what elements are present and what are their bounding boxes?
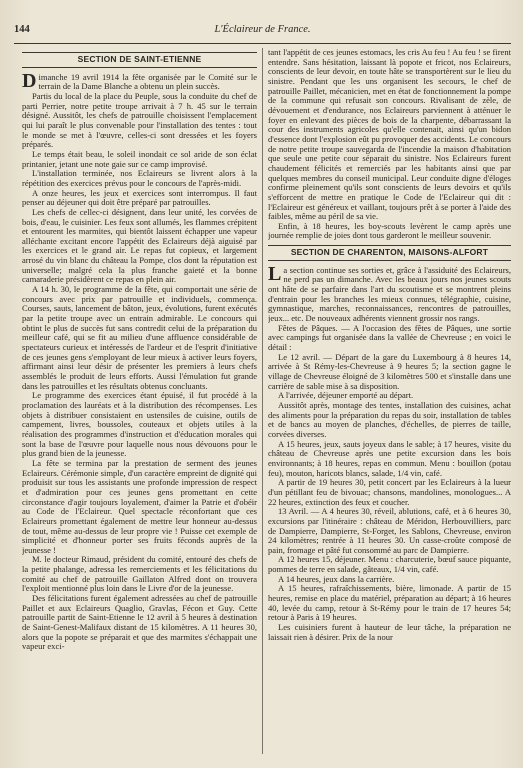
running-title: L'Éclaireur de France. — [214, 24, 311, 35]
drop-cap: L — [268, 262, 282, 285]
paragraph: Le programme des exercices étant épuisé, il fut procédé à la proclamation des lauréats et à la distribution des récompenses. Les objets à distribuer consistaient en ustensiles de cuisine, outils de campement, livres, boussoles, couteaux et objets utiles à la réalisation des programmes d'instruction et d'éducation morales qui sont la base de l'œuvre pour laquelle nous nous dévouons pour le plus grand bien de la jeunesse. — [22, 390, 257, 459]
section-heading-saint-etienne: SECTION DE SAINT-ETIENNE — [22, 52, 257, 68]
paragraph: Fêtes de Pâques. — A l'occasion des fêtes de Pâques, une sortie avec campings fut organisée dans la vallée de Chevreuse ; en voici le détail : — [268, 322, 511, 353]
paragraph: Enfin, à 18 heures, les boy-scouts levèrent le camp après une journée remplie de joies dont tous garderont le meilleur souvenir. — [268, 220, 511, 241]
paragraph: M. le docteur Rimaud, président du comité, entouré des chefs de la petite phalange, adressa les remerciements et les félicitations du comité au chef de patrouille Gaillaton Alfred dont on trouvera l'exploit mentionné plus loin dans le Livre d'or de la jeunesse. — [22, 554, 257, 594]
paragraph: Le 12 avril. — Départ de la gare du Luxembourg à 8 heures 14, arrivée à St Rémy-les-Chevreuse à 9 heures 5; la section gagne le village de Chevreuse éloigné de 3 kilomètres 500 et s'installe dans une carrière de sable mise à sa disposition. — [268, 351, 511, 391]
section-heading-charenton: SECTION DE CHARENTON, MAISONS-ALFORT — [268, 245, 511, 261]
paragraph: A 15 heures, jeux, sauts joyeux dans le sable; à 17 heures, visite du château de Chevreuse après une petite excursion dans les bois environnants; à 18 heures, repas en commun. Menu : bouillon (potau feu), mouton, haricots blancs, salade, 1/4 vin, café. — [268, 438, 511, 478]
column-divider — [262, 48, 263, 754]
left-column — [22, 48, 257, 758]
drop-cap: D — [22, 69, 37, 92]
paragraph-text: a section continue ses sorties et, grâce à l'assiduité des Eclaireurs, ne perd pas un dimanche. Avec les beaux jours nos jeunes scouts ont hâte de se parfaire dans l'art du scoutisme et se montrent pleins d'entrain pour les branches les mieux connues, télégraphie, cuisine, gymnastique, marches, reconnaissances, rencontres de patrouilles, jeux... etc. De nouveaux adhérents viennent grossir nos rangs. — [268, 264, 511, 324]
paragraph: Les cuisiniers furent à hauteur de leur tâche, la préparation ne laissait rien à désirer. Prix de la nour — [268, 622, 511, 642]
paragraph: A 12 heures 15, déjeuner. Menu : charcuterie, bœuf sauce piquante, pommes de terre en salade, gâteaux, 1/4 vin, café. — [268, 554, 511, 575]
paragraph: Des félicitations furent également adressées au chef de patrouille Paillet et aux Eclaireurs Quaglio, Gravlas, Fécon et Guy. Cette patrouille partit de Saint-Etienne le 12 avril à 5 heures à destination de Saint-Genest-Malifaux distant de 15 kilomètres. A 11 heures 30, alors que la popote se préparait et que des marmites s'échappait une vapeur exci- — [22, 593, 257, 652]
right-column — [268, 48, 511, 758]
paragraph: La fête se termina par la prestation de serment des jeunes Eclaireurs. Cérémonie simple, d'un caractère empreint de dignité qui produisit sur tous les assistants une profonde impression de respect et d'admiration pour ces jeunes gens promettant en cette circonstance d'agir toujours loyalement, d'aimer la Patrie et d'obéir au Code de l'Eclaireur. Quel spectacle réconfortant que ces Eclaireurs promettant également de mettre leur honneur au-dessus de tout, même au-dessus de leur propre vie ! Puisse cet exemple de simplicité et d'honneur porter ses fruits féconds auprès de la jeunesse ! — [22, 457, 257, 555]
header-rule — [14, 43, 511, 44]
paragraph — [22, 69, 257, 92]
paragraph: A 14 h. 30, le programme de la fête, qui comportait une série de concours avec prix par patrouille et individuels, commença. Courses, sauts, lancement de bâton, jeux, évolutions, furent exécutés par la petite troupe avec un entrain admirable. Le concours qui obtint le plus de succès fut sans contredit celui de la préparation du meilleur café, qui se fit au milieu d'une affluence considérable de spectateurs curieux et intéressés de l'ardeur et de l'esprit d'initiative de ces jeunes gens s'employant de leur mieux à activer leurs foyers, affirmant ainsi leur désir de présenter les premiers à leurs chefs assemblés le produit de leurs efforts. Aussi l'émulation fut grande dans les patrouilles et les résultats obtenus concluants. — [22, 284, 257, 391]
paragraph: A 14 heures, jeux dans la carrière. — [278, 573, 395, 584]
page-number: 144 — [14, 24, 30, 35]
paragraph: Partis du local de la place du Peuple, sous la conduite du chef de parti Perrier, notre petite troupe arrivait à 7 h. 45 sur le terrain désigné. Aussitôt, les chefs de patrouille choisissent l'emplacement qui lui paraît le plus convenable pour l'installation des tentes : tout le monde se met à l'œuvre, celles-ci sont dressées et les foyers préparés. — [22, 90, 257, 150]
paragraph: A 15 heures, rafraîchissements, bière, limonade. A partir de 15 heures, remise en place du matériel, préparation au départ; à 16 heures 40, levée du camp, retour à St-Rémy pour le train de 17 heures 54; retour à Paris à 19 heures. — [268, 583, 511, 623]
paragraph — [268, 262, 511, 324]
paragraph: L'installation terminée, nos Eclaireurs se livrent alors à la répétition des exercices prévus pour le concours de l'après-midi. — [22, 168, 257, 188]
paragraph: A l'arrivée, déjeuner emporté au départ. — [278, 390, 414, 401]
paragraph: tant l'appétit de ces jeunes estomacs, les cris Au feu ! Au feu ! se firent entendre. Sans hésitation, laissant là popote et fricot, nos Eclaireurs, conscients de leur devoir, en toute hâte se transportèrent sur le lieu du sinistre. Pendant que les uns organisent les secours, le chef de patrouille Paillet, mécanicien, met en état de fonctionnement la pompe de la commune qui refusait son concours. Rivalisant de zèle, de dévouement et d'endurance, nos Eclaireurs parviennent à atténuer le foyer en enlevant des pièces de bois de la charpente, débarrassant la cour des instruments agricoles qu'elle contenait, ainsi qu'un bidon d'essence dont l'explosion eût pu provoquer des accidents. Le concours de notre petite troupe sauvegarda de l'incendie la maison d'habitation que seule une petite cour séparait du sinistre. Nos Eclaireurs furent chaudement félicités et remerciés par les habitants ainsi que par quelques membres du conseil municipal. Leur conduite digne d'éloges confirme pleinement qu'ils sont conscients de leurs devoirs et qu'ils s'efforcent de mettre en pratique le Code de l'Eclaireur qui dit : l'Eclaireur est généreux et vaillant, toujours prêt à se porter à l'aide des faibles, même au péril de sa vie. — [268, 48, 511, 222]
paragraph-text: imanche 19 avril 1914 la fête organisée par le Comité sur le terrain de la Dame Blanche a obtenu un plein succès. — [38, 71, 257, 92]
paragraph: Le temps était beau, le soleil inondait ce sol aride de son éclat printanier, jetant une note gaie sur ce camp improvisé. — [22, 148, 257, 169]
paragraph: Les chefs de cellec-ci désignent, dans leur unité, les corvées de bois, d'eau, le cuisinier. Les feux sont allumés, les flammes crépitent et entourent les marmites, qui bientôt laissent échapper une vapeur alléchante excitant encore l'appétit des Eclaireurs déjà aiguisé par les exercices et le grand air. Le repas fut copieux, et largement arrosé du vin blanc du château la Pompe, clos dont la réputation est universelle; malgré cela la plus franche gaieté et la bonne camaraderie présidèrent ce repas en plein air. — [22, 206, 257, 285]
page-header — [14, 24, 511, 40]
paragraph: A onze heures, les jeux et exercices sont interrompus. Il faut penser au déjeuner qui doit être préparé par patrouilles. — [22, 187, 257, 208]
paragraph: Aussitôt après, montage des tentes, installation des cuisines, achat des aliments pour la préparation du repas du soir, installation de tables et de bancs au moyen de planches, d'échelles, de pierres de taille, corvées diverses. — [268, 399, 511, 439]
paragraph: 13 Avril. — A 4 heures 30, réveil, ablutions, café, et à 6 heures 30, excursions par l'itinéraire : château de Méridon, Herbouvilliers, parc de Dampierre, Dampierre, St-Forget, les Sablons, Chevreuse, environ 24 kilomètres; rentrée à 11 heures 30. Un casse-croûte composé de pain, fromage et pâté fut consommé au parc de Dampierre. — [268, 506, 511, 555]
paragraph: A partir de 19 heures 30, petit concert par les Eclaireurs à la lueur d'un pétillant feu de bivouac; chansons, mandolines, monologues... A 22 heures, extinction des feux et coucher. — [268, 477, 511, 507]
